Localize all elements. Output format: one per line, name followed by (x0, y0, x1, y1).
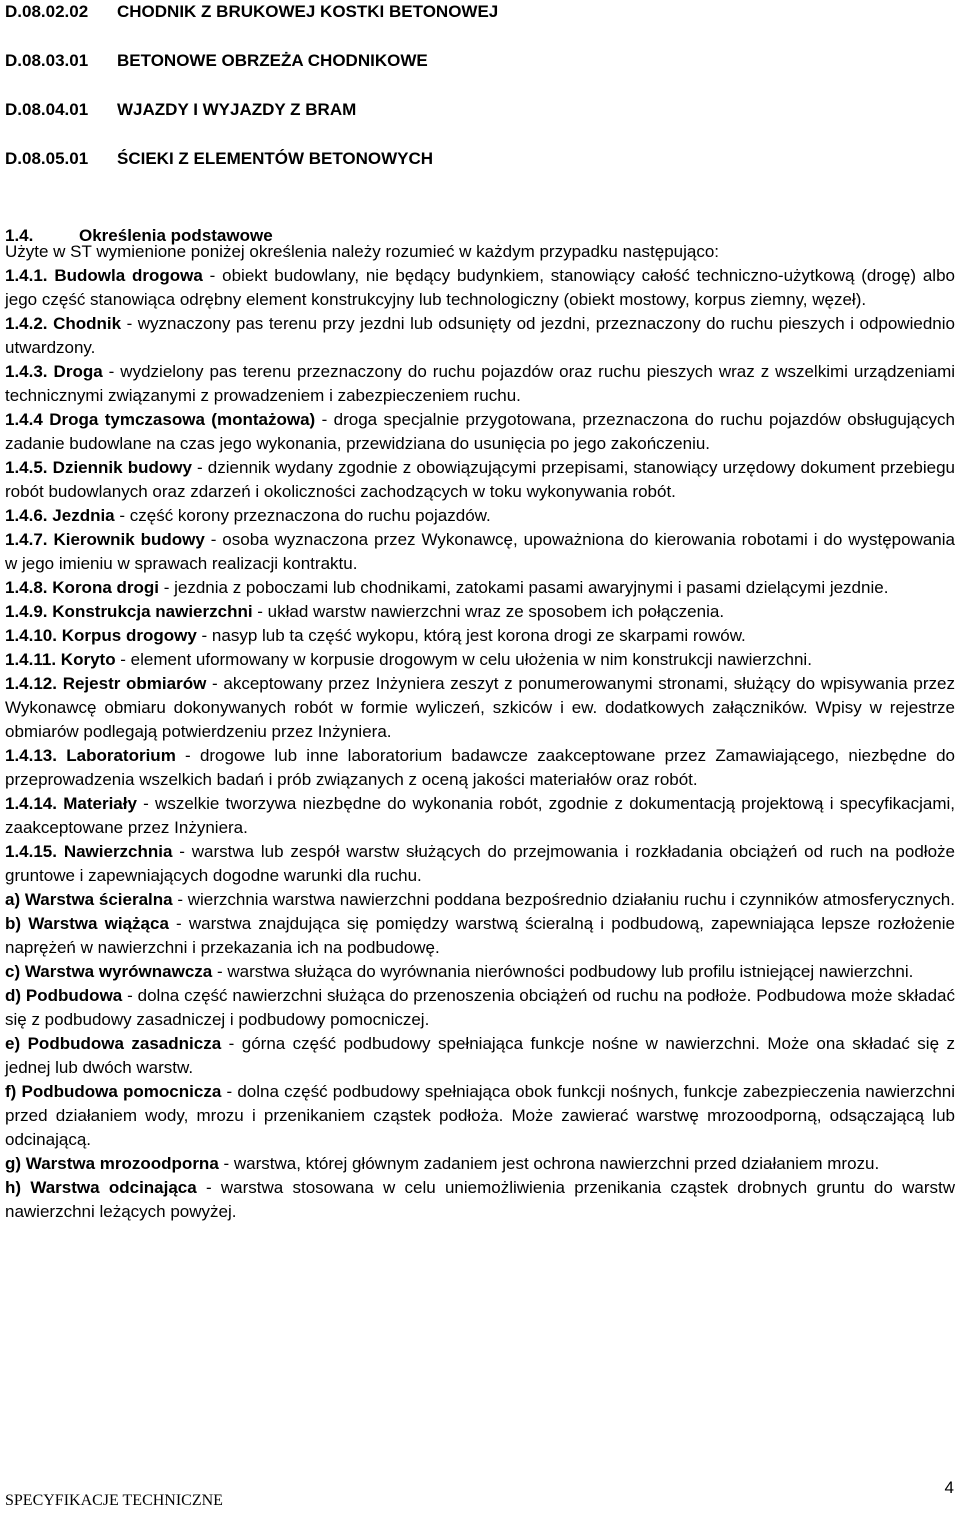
definition-term: Korpus drogowy (61, 626, 197, 645)
footer-title: SPECYFIKACJE TECHNICZNE (5, 1492, 223, 1509)
definitions-body (5, 240, 955, 1224)
definition-text: - warstwa stosowana w celu uniemożliwienia przenikania cząstek drobnych gruntu do warstw nawierzchni leżących powyżej. (5, 1178, 955, 1221)
section-number: 1.4. (5, 226, 34, 245)
definition-text: - droga specjalnie przygotowana, przeznaczona do ruchu pojazdów obsługujących zadanie budowlane na czas jego wykonania, przewidziana do usunięcia po jego zakończeniu. (5, 410, 955, 453)
definition-text: - osoba wyznaczona przez Wykonawcę, upoważniona do kierowania robotami i do występowania w jego imieniu w sprawach realizacji kontraktu. (5, 530, 955, 573)
header-code: D.08.02.02 (5, 2, 89, 21)
intro-text: Użyte w ST wymienione poniżej określenia należy rozumieć w każdym przypadku następująco: (5, 242, 720, 261)
definition-heading (5, 986, 122, 1005)
definition-term: Podbudowa pomocnicza (21, 1082, 222, 1101)
header-title: WJAZDY I WYJAZDY Z BRAM (117, 100, 357, 119)
definition-item (5, 792, 955, 840)
definition-heading (5, 842, 172, 861)
definition-number: g) (5, 1154, 22, 1173)
definition-text: - górna część podbudowy spełniająca funkcje nośne w nawierzchni. Może ona składać się z jednej lub dwóch warstw. (5, 1034, 955, 1077)
definition-text: - dolna część nawierzchni służąca do przenoszenia obciążeń od ruchu na podłoże. Podbudowa może składać się z podbudowy zasadniczej i podbudowy pomocniczej. (5, 986, 955, 1029)
definition-item (5, 840, 955, 888)
definition-heading (5, 266, 203, 285)
definition-heading (5, 962, 212, 981)
definition-item (5, 1032, 955, 1080)
definition-term: Materiały (63, 794, 137, 813)
definition-number: h) (5, 1178, 22, 1197)
definition-heading (5, 578, 159, 597)
definition-heading (5, 314, 121, 333)
definition-text: - obiekt budowlany, nie będący budynkiem, stanowiący całość techniczno-użytkową (drogę) albo jego część stanowiąca odrębny element konstrukcyjny lub technologiczny (obiekt mostowy, korpus ziemny, węzeł). (5, 266, 955, 309)
definition-heading (5, 362, 103, 381)
definition-item (5, 1176, 955, 1224)
definition-heading (5, 1178, 197, 1197)
definition-number: c) (5, 962, 21, 981)
definition-text: - dziennik wydany zgodnie z obowiązującymi przepisami, stanowiący urzędowy dokument przebiegu robót budowlanych oraz zdarzeń i okoliczności zachodzących w toku wykonywania robót. (5, 458, 955, 501)
header-code: D.08.05.01 (5, 149, 89, 168)
definition-term: Budowla drogowa (54, 266, 203, 285)
definition-item (5, 600, 955, 624)
definition-item (5, 624, 955, 648)
definition-term: Korona drogi (52, 578, 159, 597)
definition-term: Droga tymczasowa (montażowa) (49, 410, 316, 429)
definition-term: Koryto (60, 650, 116, 669)
definition-term: Kierownik budowy (53, 530, 205, 549)
definition-number: 1.4.12. (5, 674, 57, 693)
definition-term: Konstrukcja nawierzchni (52, 602, 253, 621)
definition-term: Laboratorium (66, 746, 176, 765)
definition-term: Nawierzchnia (63, 842, 173, 861)
definition-term: Jezdnia (52, 506, 115, 525)
definition-item (5, 504, 955, 528)
definition-heading (5, 794, 137, 813)
header-line (5, 98, 356, 122)
header-line (5, 0, 498, 24)
definition-item (5, 912, 955, 960)
definition-number: 1.4.7. (5, 530, 48, 549)
definition-item (5, 312, 955, 360)
definition-heading (5, 674, 206, 693)
definition-term: Podbudowa zasadnicza (27, 1034, 222, 1053)
definition-number: e) (5, 1034, 21, 1053)
definition-text: - dolna część podbudowy spełniająca obok funkcji nośnych, funkcje zabezpieczenia nawierzchni przed działaniem wody, mrozu i przenikaniem cząstek podłoża. Może zawierać warstwę mrozoodporną, odsączającą lub odcinającą. (5, 1082, 956, 1149)
definition-term: Warstwa wyrównawcza (24, 962, 213, 981)
definition-text: - element uformowany w korpusie drogowym w celu ułożenia w nim konstrukcji nawierzchni. (115, 650, 812, 669)
definition-term: Warstwa mrozoodporna (25, 1154, 219, 1173)
header-code: D.08.03.01 (5, 51, 89, 70)
definition-number: 1.4.4 (5, 410, 43, 429)
header-line (5, 49, 428, 73)
definition-item (5, 360, 955, 408)
definition-text: - warstwa, której głównym zadaniem jest ochrona nawierzchni przed działaniem mrozu. (218, 1154, 880, 1173)
definition-text: - jezdnia z poboczami lub chodnikami, zatokami pasami awaryjnymi i pasami dzielącymi jezdnie. (159, 578, 889, 597)
definition-item (5, 984, 955, 1032)
definition-term: Chodnik (53, 314, 122, 333)
definition-number: 1.4.15. (5, 842, 57, 861)
definition-item (5, 576, 955, 600)
definition-number: b) (5, 914, 22, 933)
definition-heading (5, 506, 115, 525)
definition-heading (5, 890, 173, 909)
definition-number: a) (5, 890, 21, 909)
definition-heading (5, 1034, 221, 1053)
definition-heading (5, 914, 169, 933)
definition-term: Warstwa ścieralna (24, 890, 173, 909)
header-title: CHODNIK Z BRUKOWEJ KOSTKI BETONOWEJ (117, 2, 499, 21)
definition-item (5, 960, 955, 984)
definition-term: Warstwa wiążąca (28, 914, 169, 933)
definition-heading (5, 458, 192, 477)
definition-number: 1.4.3. (5, 362, 48, 381)
definition-item (5, 744, 955, 792)
definition-item (5, 672, 955, 744)
definition-heading (5, 1082, 221, 1101)
definition-item (5, 1080, 955, 1152)
definition-term: Dziennik budowy (52, 458, 192, 477)
definition-text: - wszelkie tworzywa niezbędne do wykonania robót, zgodnie z dokumentacją projektową i specyfikacjami, zaakceptowane przez Inżyniera. (5, 794, 955, 837)
definition-item (5, 648, 955, 672)
header-line (5, 147, 433, 171)
definition-term: Podbudowa (25, 986, 123, 1005)
definition-number: 1.4.1. (5, 266, 48, 285)
definition-heading (5, 410, 315, 429)
definition-text: - wydzielony pas terenu przeznaczony do ruchu pojazdów oraz ruchu pieszych wraz z wszelkimi urządzeniami technicznymi związanymi z prowadzeniem i zabezpieczeniem ruchu. (5, 362, 956, 405)
definition-item (5, 888, 955, 912)
definition-text: - część korony przeznaczona do ruchu pojazdów. (114, 506, 491, 525)
definition-text: - warstwa znajdująca się pomiędzy warstwą ścieralną i podbudową, zapewniająca lepsze rozłożenie naprężeń w nawierzchni i przekazania ich na podbudowę. (5, 914, 955, 957)
definition-heading (5, 746, 176, 765)
definition-heading (5, 1154, 219, 1173)
definition-number: 1.4.6. (5, 506, 48, 525)
definition-number: 1.4.5. (5, 458, 48, 477)
definition-text: - drogowe lub inne laboratorium badawcze zaakceptowane przez Zamawiającego, niezbędne do przeprowadzenia wszelkich badań i prób związanych z oceną jakości materiałów oraz robót. (5, 746, 955, 789)
definition-text: - warstwa służąca do wyrównania nierówności podbudowy lub profilu istniejącej nawierzchni. (212, 962, 914, 981)
definition-number: 1.4.14. (5, 794, 57, 813)
definition-number: 1.4.2. (5, 314, 48, 333)
definition-text: - wyznaczony pas terenu przy jezdni lub odsunięty od jezdni, przeznaczony do ruchu pieszych i odpowiednio utwardzony. (5, 314, 955, 357)
definition-term: Warstwa odcinająca (30, 1178, 197, 1197)
definition-heading (5, 602, 253, 621)
definition-heading (5, 530, 205, 549)
definition-item (5, 408, 955, 456)
definition-number: 1.4.8. (5, 578, 48, 597)
definition-heading (5, 650, 116, 669)
definition-text: - wierzchnia warstwa nawierzchni poddana bezpośrednio działaniu ruchu i czynników atmosferycznych. (172, 890, 955, 909)
definition-number: 1.4.9. (5, 602, 48, 621)
definition-number: f) (5, 1082, 17, 1101)
definition-item (5, 264, 955, 312)
definition-term: Droga (53, 362, 103, 381)
definition-heading (5, 626, 197, 645)
definition-text: - nasyp lub ta część wykopu, którą jest korona drogi ze skarpami rowów. (196, 626, 746, 645)
definition-number: 1.4.10. (5, 626, 57, 645)
definitions-list (5, 264, 955, 1224)
definition-item (5, 456, 955, 504)
definition-item (5, 528, 955, 576)
section-title: Określenia podstawowe (79, 226, 273, 245)
page-number: 4 (944, 1478, 954, 1497)
definition-item (5, 1152, 955, 1176)
header-title: ŚCIEKI Z ELEMENTÓW BETONOWYCH (117, 149, 434, 168)
header-title: BETONOWE OBRZEŻA CHODNIKOWE (117, 51, 428, 70)
definition-text: - akceptowany przez Inżyniera zeszyt z ponumerowanymi stronami, służący do wpisywania przez Wykonawcę obmiaru dokonywanych robót w formie wyliczeń, szkiców i ew. dodatkowych załączników. Wpisy w rejestrze obmiarów podlegają potwierdzeniu przez Inżyniera. (5, 674, 955, 741)
definition-number: d) (5, 986, 22, 1005)
header-code: D.08.04.01 (5, 100, 89, 119)
definition-number: 1.4.11. (5, 650, 57, 669)
definition-term: Rejestr obmiarów (62, 674, 207, 693)
definition-number: 1.4.13. (5, 746, 57, 765)
definition-text: - warstwa lub zespół warstw służących do przejmowania i rozkładania obciążeń od ruch na podłoże gruntowe i zapewniających dogodne warunki dla ruchu. (5, 842, 955, 885)
definition-text: - układ warstw nawierzchni wraz ze sposobem ich połączenia. (252, 602, 725, 621)
